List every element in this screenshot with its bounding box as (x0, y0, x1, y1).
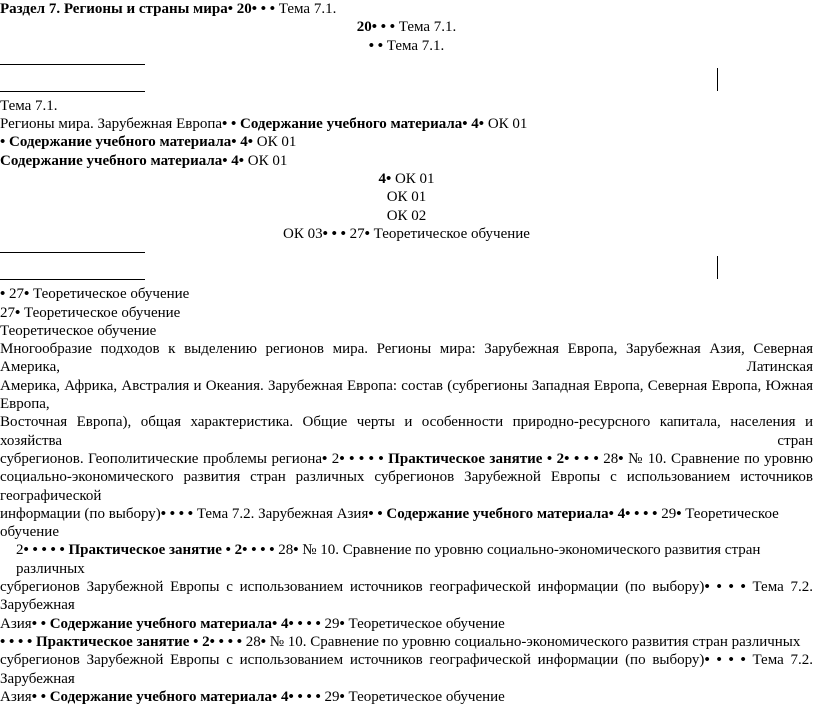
bold-text: • • Содержание учебного материала• 4• • • • (31, 615, 321, 632)
text-segment: Азия (0, 615, 32, 632)
text-line (0, 322, 813, 340)
text-line (0, 152, 813, 170)
bold-text: • • Содержание учебного материала• 4• • • • (31, 688, 321, 705)
text-segment: ОК 01 (244, 152, 288, 169)
text-segment: Азия (0, 688, 32, 705)
text-segment: ОК 01 (391, 171, 435, 188)
text-line (0, 97, 813, 115)
text-segment: Теоретическое обучение (0, 505, 779, 541)
bold-text: • • (368, 37, 383, 54)
bold-text: Раздел 7. Регионы и страны мира• 20• • • (0, 1, 276, 17)
text-segment: ОК 01 (253, 134, 297, 151)
text-segment: информации (по выбору) (0, 505, 161, 522)
text-line (0, 450, 813, 468)
text-line (0, 688, 813, 706)
bold-text: • • • • (704, 579, 746, 596)
text-segment: № 10. Сравнение по уровню (623, 450, 814, 467)
text-segment: 28 (598, 450, 619, 467)
text-line (0, 468, 813, 505)
horizontal-rule (0, 252, 145, 253)
text-segment: Теоретическое обучение (20, 304, 181, 321)
text-line (0, 188, 813, 206)
text-line (0, 18, 813, 36)
text-line (0, 340, 813, 377)
rule-separator (0, 243, 813, 285)
text-segment: Восточная Европа), общая характеристика. Общие черты и особенности природно-ресурсного капитала, населения и хозяйства стран (0, 414, 813, 449)
text-segment: ОК 01 (386, 189, 427, 206)
bold-text: • • • • (704, 652, 746, 669)
text-line (0, 578, 813, 615)
text-segment: социально-экономического развития стран различных субрегионов Зарубежной Европы с использованием источников географической (0, 469, 813, 504)
text-segment: Регионы мира. Зарубежная Европа (0, 116, 223, 133)
text-line (0, 115, 813, 133)
text-segment: ОК 02 (386, 207, 427, 224)
text-line (0, 304, 813, 322)
text-line (0, 541, 813, 578)
text-segment: Теоретическое обучение (369, 225, 530, 242)
bold-text: • (676, 505, 682, 522)
text-segment: субрегионов. Геополитические проблемы региона (0, 450, 323, 467)
text-segment: 2 (16, 542, 24, 559)
horizontal-rule (0, 279, 145, 280)
bold-text: • (15, 304, 21, 321)
text-segment: Тема 7.2. Зарубежная (0, 652, 814, 687)
vertical-rule (717, 256, 718, 279)
text-segment: Теоретическое обучение (344, 615, 505, 632)
text-line (0, 615, 813, 633)
text-segment: Тема 7.1. (394, 19, 457, 36)
text-line (0, 285, 813, 303)
bold-text: • (260, 633, 266, 650)
text-segment: 29 (320, 615, 340, 632)
horizontal-rule (0, 64, 145, 65)
bold-text: • Содержание учебного материала• 4• (0, 134, 254, 151)
text-line (0, 505, 813, 542)
text-segment: 29 (657, 505, 677, 522)
text-segment: 2 (327, 450, 340, 467)
horizontal-rule (0, 91, 145, 92)
text-segment: субрегионов Зарубежной Европы с использованием источников географической информации (по выбору) (0, 579, 705, 596)
text-segment: Многообразие подходов к выделению регионов мира. Регионы мира: Зарубежная Европа, Зарубежная Азия, Северная Америка, Латинская (0, 341, 813, 376)
text-segment: Тема 7.1. (382, 37, 445, 54)
bold-text: • • • (322, 225, 346, 242)
text-segment: № 10. Сравнение по уровню социально-экономического развития стран различных (16, 542, 761, 577)
bold-text: • (339, 615, 345, 632)
bold-text: • (364, 225, 370, 242)
text-segment: Тема 7.1. (275, 1, 337, 17)
bold-text: 4• (378, 171, 392, 188)
text-segment: 27 (345, 225, 365, 242)
bold-text: • • Содержание учебного материала• 4• (222, 116, 485, 133)
text-segment: 28 (241, 633, 261, 650)
text-line (0, 633, 813, 651)
text-line (0, 207, 813, 225)
bold-text: • • • • • Практическое занятие • 2• • • • (339, 450, 599, 467)
bold-text: • (618, 450, 624, 467)
bold-text: • (322, 450, 328, 467)
text-segment: Тема 7.1. (0, 97, 58, 114)
bold-text: 20• • • (356, 19, 395, 36)
bold-text: • • • • Практическое занятие • 2• • • • (0, 633, 242, 650)
bold-text: • (0, 286, 6, 303)
text-segment: 27 (0, 304, 15, 321)
text-segment: Тема 7.2. Зарубежная Азия (193, 505, 369, 522)
bold-text: • (24, 286, 30, 303)
text-segment: Тема 7.2. Зарубежная (0, 579, 814, 614)
text-line (0, 651, 813, 688)
text-segment: ОК 03 (283, 225, 323, 242)
text-line (0, 413, 813, 450)
text-segment: 28 (274, 542, 294, 559)
text-line (0, 170, 813, 188)
text-segment: 29 (320, 688, 340, 705)
text-line (0, 133, 813, 151)
text-line (0, 37, 813, 55)
text-segment: субрегионов Зарубежной Европы с использованием источников географической информации (по выбору) (0, 652, 705, 669)
bold-text: • • • • • Практическое занятие • 2• • • • (23, 542, 275, 559)
text-line (0, 0, 813, 18)
text-line (0, 377, 813, 414)
vertical-rule (717, 68, 718, 91)
bold-text: • • • • (160, 505, 194, 522)
bold-text: • • Содержание учебного материала• 4• • • • (368, 505, 658, 522)
rule-separator (0, 55, 813, 97)
text-segment: Теоретическое обучение (29, 286, 190, 303)
text-segment: № 10. Сравнение по уровню социально-экономического развития стран различных (265, 633, 801, 650)
bold-text: • (293, 542, 299, 559)
bold-text: • (339, 688, 345, 705)
text-segment: Америка, Африка, Австралия и Океания. Зарубежная Европа: состав (субрегионы Западная Европа, Северная Европа, Южная Европа, (0, 377, 813, 413)
text-segment: Теоретическое обучение (0, 322, 157, 339)
bold-text: Содержание учебного материала• 4• (0, 152, 245, 169)
text-line (0, 225, 813, 243)
text-segment: Теоретическое обучение (344, 688, 505, 705)
text-segment: 27 (5, 286, 25, 303)
text-segment: ОК 01 (484, 116, 528, 133)
